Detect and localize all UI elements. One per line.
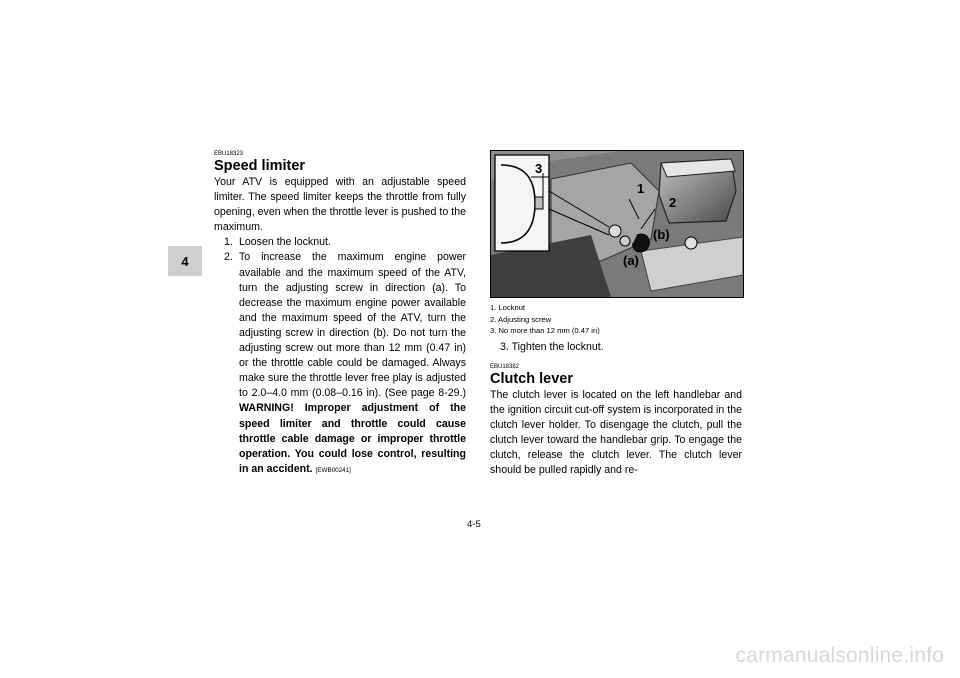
step-number: 3.	[500, 340, 509, 353]
section-code: EBU18323	[214, 151, 244, 157]
caption-3: 3. No more than 12 mm (0.47 in)	[490, 326, 600, 336]
speed-limiter-figure	[490, 150, 744, 298]
caption-1: 1. Locknut	[490, 303, 526, 312]
caption-2: 2. Adjusting screw	[490, 314, 552, 324]
step-1	[214, 235, 466, 250]
watermark: carmanualsonline.info	[735, 644, 944, 667]
right-column	[490, 150, 742, 478]
figure-captions	[490, 302, 742, 337]
chapter-tab: 4	[168, 246, 202, 276]
step-text: To increase the maximum engine power available and the maximum speed of the ATV, turn the adjusting screw in direction (a). To decrease the maximum engine power available and the maximum speed of the ATV, turn the adjusting screw in direction (b). Do not turn the adjusting screw out more than 12 mm (0.47 in) or the throttle cable could be damaged. Always make sure the throttle lever free play is adjusted to 2.0–4.0 mm (0.08–0.16 in). (See page 8-29.)	[239, 251, 466, 400]
step-text: Loosen the locknut.	[239, 236, 331, 249]
clutch-paragraph: The clutch lever is located on the left handlebar and the ignition circuit cut-off system is incorporated in the clutch lever holder. To disengage the clutch, pull the clutch lever toward the handlebar grip. To engage the clutch, release the clutch lever. The clutch lever should be pulled rapidly and re-	[490, 388, 742, 477]
intro-paragraph: Your ATV is equipped with an adjustable speed limiter. The speed limiter keeps the throttle from fully opening, even when the throttle lever is pushed to the maximum.	[214, 176, 466, 234]
warning-code: [EWB00241]	[315, 466, 351, 474]
page-number: 4-5	[467, 519, 481, 530]
step-number: 1.	[224, 236, 233, 249]
step-2	[214, 250, 466, 477]
figure-label-1: 1	[637, 181, 645, 196]
figure-label-2: 2	[669, 195, 677, 210]
section-code: EBU18382	[490, 363, 520, 370]
section-title: Speed limiter	[214, 158, 306, 174]
step-3	[490, 340, 742, 355]
steps-list	[214, 235, 466, 478]
figure-label-3: 3	[535, 161, 543, 176]
figure-label-b: (b)	[653, 227, 670, 242]
section-title: Clutch lever	[490, 370, 573, 387]
step-text: Tighten the locknut.	[511, 340, 604, 353]
step-number: 2.	[224, 251, 233, 264]
figure-label-a: (a)	[623, 253, 639, 268]
figure-illustration	[491, 151, 743, 297]
warning-text: WARNING! Improper adjustment of the speed limiter and throttle could cause throttle cable damage or improper throttle operation. You could lose control, resulting in an accident.	[239, 402, 466, 475]
left-column	[214, 150, 466, 478]
